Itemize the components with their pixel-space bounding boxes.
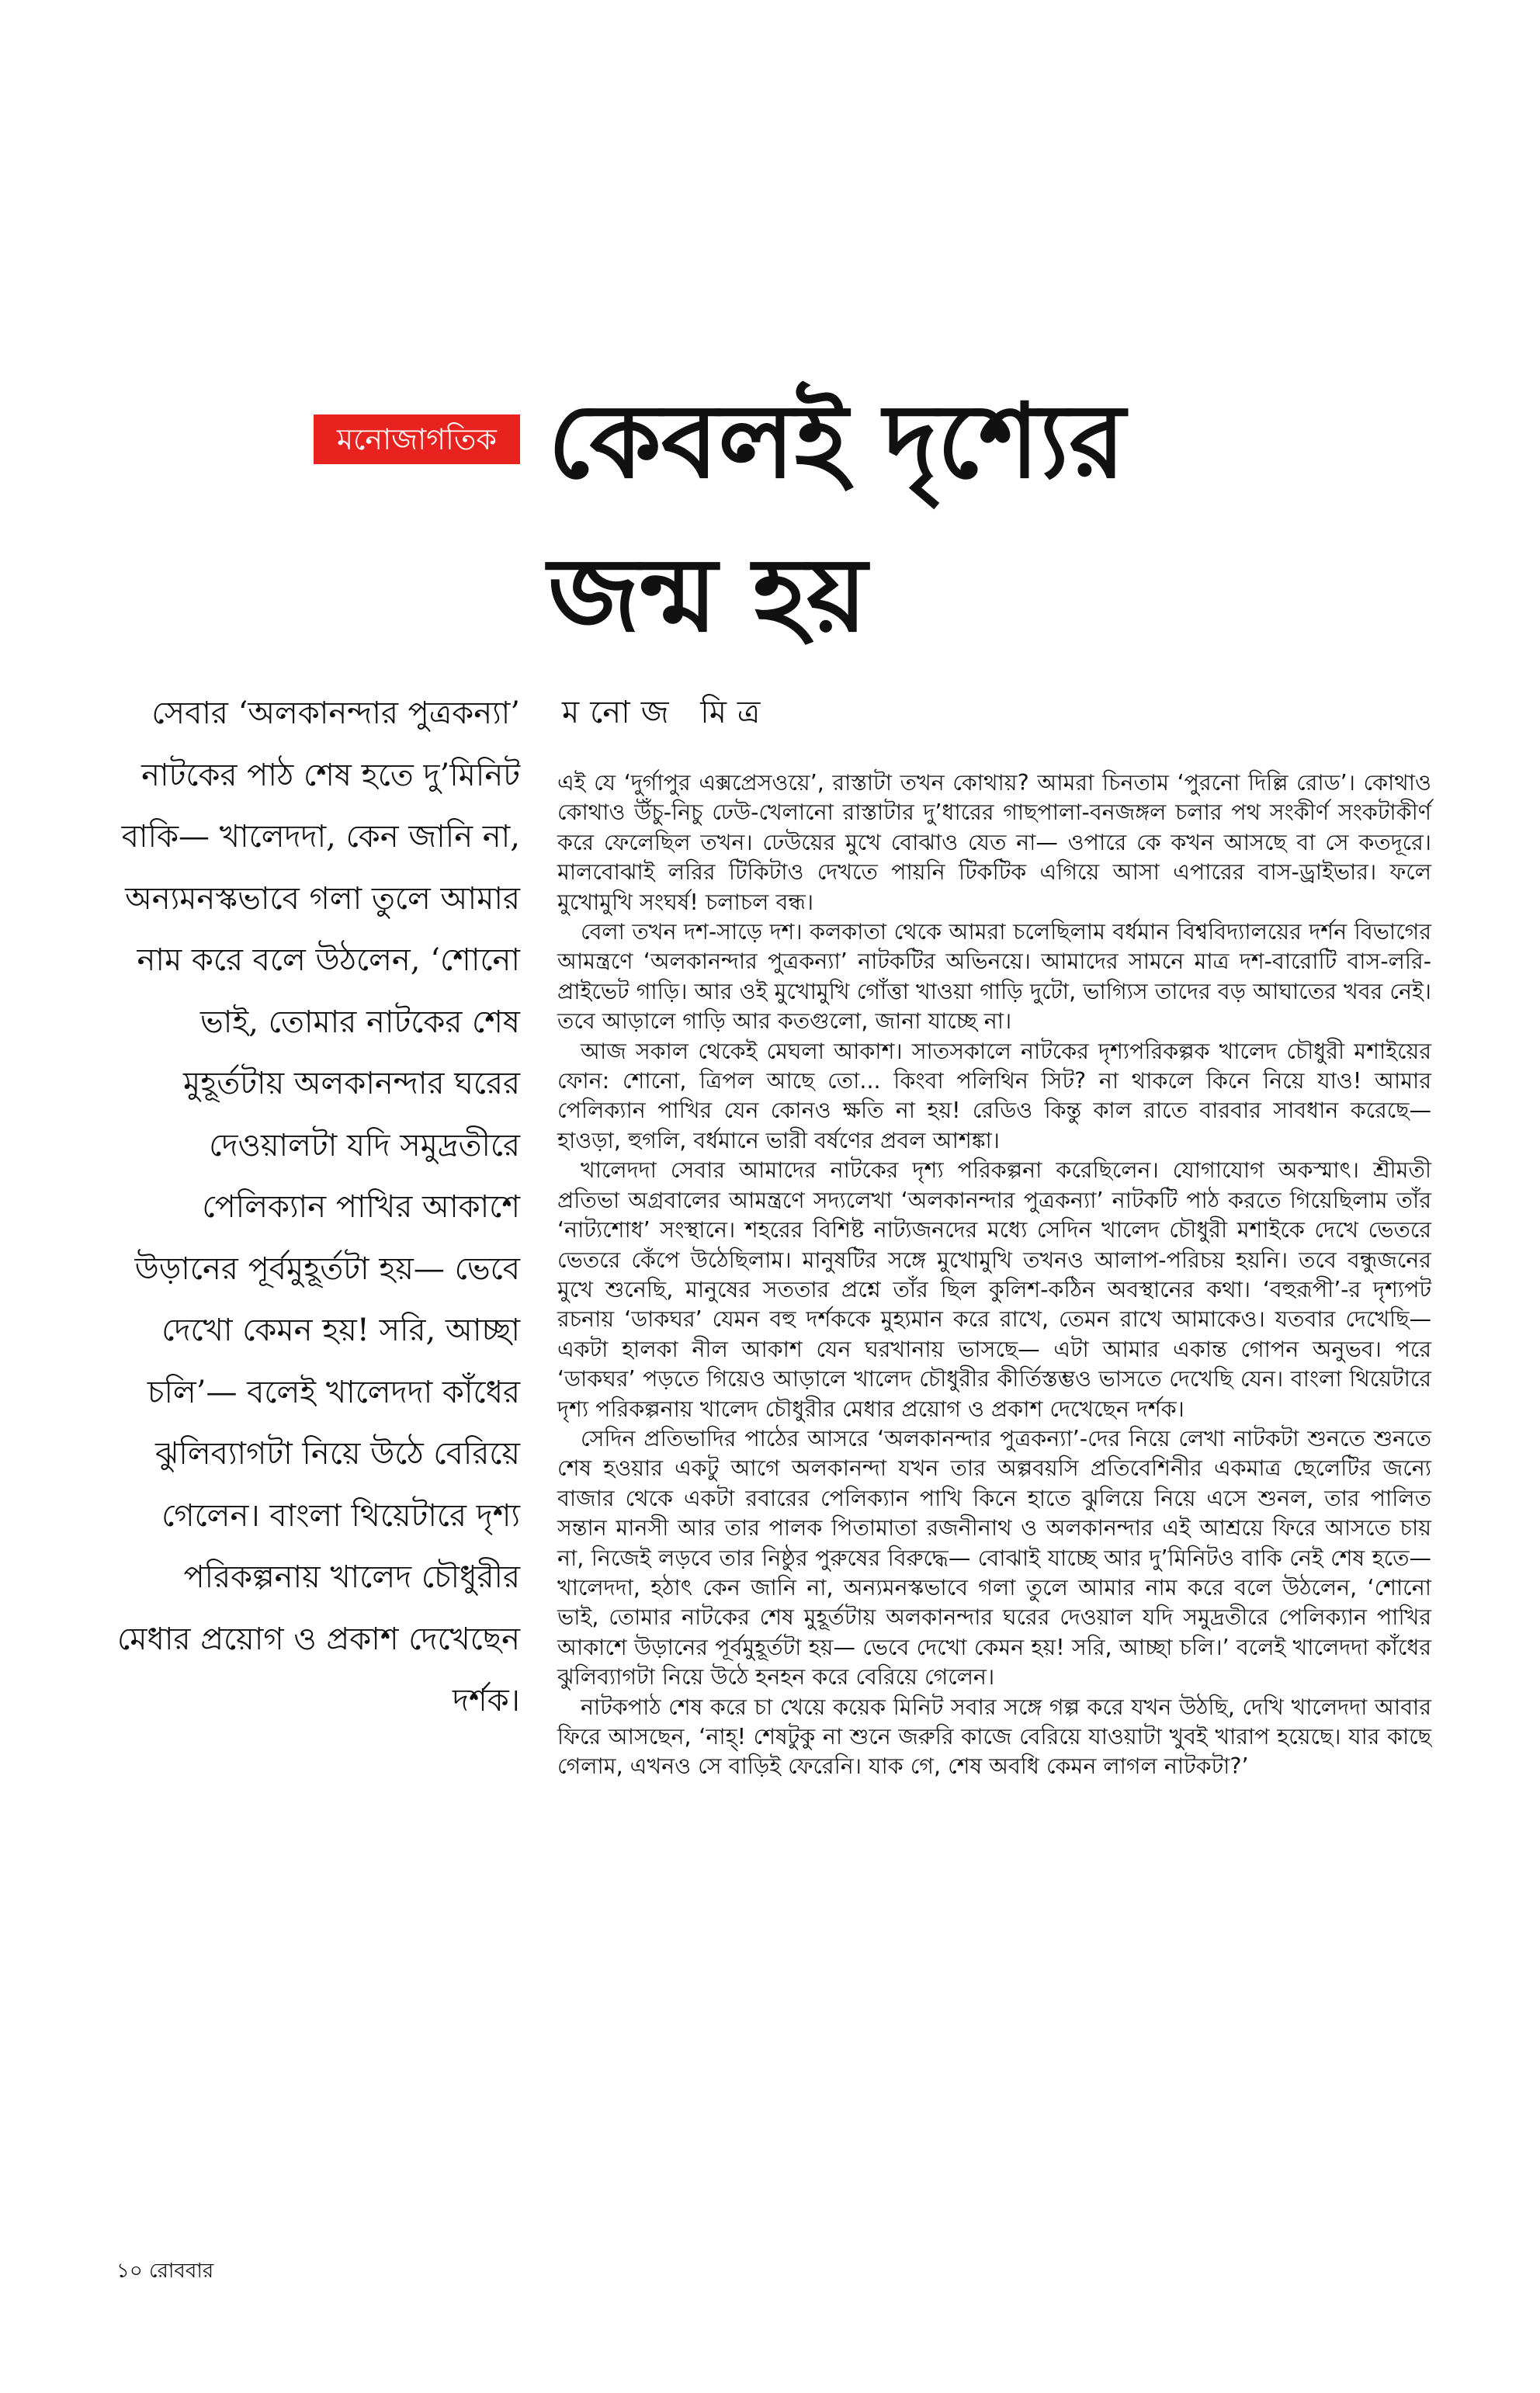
byline: মনোজ মিত্র [562,695,772,730]
article-body [557,768,1431,1782]
paragraph: এই যে ‘দুর্গাপুর এক্সপ্রেসওয়ে’, রাস্তাটা তখন কোথায়? আমরা চিনতাম ‘পুরনো দিল্লি রোড’। কোথাও কোথাও উঁচু-নিচু ঢেউ-খেলানো রাস্তাটার দু’ধারের গাছপালা-বনজঙ্গল চলার পথ সংকীর্ণ সংকটাকীর্ণ করে ফেলেছিল তখন। ঢেউয়ের মুখে বোঝাও যেত না— ওপারে কে কখন আসছে বা সে কতদূরে। মালবোঝাই লরির টিকিটাও দেখতে পায়নি টিকটিক এগিয়ে আসা এপারের বাস-ড্রাইভার। ফলে মুখোমুখি সংঘর্ষ! চলাচল বন্ধ। [557,770,1431,915]
paragraph: খালেদদা সেবার আমাদের নাটকের দৃশ্য পরিকল্পনা করেছিলেন। যোগাযোগ অকস্মাৎ। শ্রীমতী প্রতিভা অগ্রবালের আমন্ত্রণে সদ্যলেখা ‘অলকানন্দার পুত্রকন্যা’ নাটকটি পাঠ করতে গিয়েছিলাম তাঁর ‘নাট্যশোধ’ সংস্থানে। শহরের বিশিষ্ট নাট্যজনদের মধ্যে সেদিন খালেদ চৌধুরী মশাইকে দেখে ভেতরে ভেতরে কেঁপে উঠেছিলাম। মানুষটির সঙ্গে মুখোমুখি তখনও আলাপ-পরিচয় হয়নি। তবে বন্ধুজনের মুখে শুনেছি, মানুষের সততার প্রশ্নে তাঁর ছিল কুলিশ-কঠিন অবস্থানের কথা। ‘বহুরূপী’-র দৃশ্যপট রচনায় ‘ডাকঘর’ যেমন বহু দর্শককে মুহ্যমান করে রাখে, তেমন রাখে আমাকেও। যতবার দেখেছি— একটা হালকা নীল আকাশ যেন ঘরখানায় ভাসছে— এটা আমার একান্ত গোপন অনুভব। পরে ‘ডাকঘর’ পড়তে গিয়েও আড়ালে খালেদ চৌধুরীর কীর্তিস্তম্ভও ভাসতে দেখেছি যেন। বাংলা থিয়েটারে দৃশ্য পরিকল্পনায় খালেদ চৌধুরীর মেধার প্রয়োগ ও প্রকাশ দেখেছেন দর্শক। [557,1157,1431,1422]
headline: কেবলই দৃশ্যের জন্ম হয় [548,381,1126,655]
paragraph: সেদিন প্রতিভাদির পাঠের আসরে ‘অলকানন্দার পুত্রকন্যা’-দের নিয়ে লেখা নাটকটা শুনতে শুনতে শেষ হওয়ার একটু আগে অলকানন্দা যখন তার অল্পবয়সি প্রতিবেশিনীর একমাত্র ছেলেটির জন্যে বাজার থেকে একটা রবারের পেলিক্যান পাখি কিনে হাতে ঝুলিয়ে নিয়ে এসে শুনল, তার পালিত সন্তান মানসী আর তার পালক পিতামাতা রজনীনাথ ও অলকানন্দার এই আশ্রয়ে ফিরে আসতে চায় না, নিজেই লড়বে তার নিষ্ঠুর পুরুষের বিরুদ্ধে— বোঝাই যাচ্ছে আর দু’মিনিটও বাকি নেই শেষ হতে— খালেদদা, হঠাৎ কেন জানি না, অন্যমনস্কভাবে গলা তুলে আমার নাম করে বলে উঠলেন, ‘শোনো ভাই, তোমার নাটকের শেষ মুহূর্তটায় অলকানন্দার ঘরের দেওয়াল যদি সমুদ্রতীরে পেলিক্যান পাখির আকাশে উড়ানের পূর্বমুহূর্তটা হয়— ভেবে দেখো কেমন হয়! সরি, আচ্ছা চলি।’ বলেই খালেদদা কাঁধের ঝুলিব্যাগটা নিয়ে উঠে হনহন করে বেরিয়ে গেলেন। [557,1425,1431,1691]
pull-quote: সেবার ‘অলকানন্দার পুত্রকন্যা’ নাটকের পাঠ শেষ হতে দু’মিনিট বাকি— খালেদদা, কেন জানি না, অন্যমনস্কভাবে গলা তুলে আমার নাম করে বলে উঠলেন, ‘শোনো ভাই, তোমার নাটকের শেষ মুহূর্তটায় অলকানন্দার ঘরের দেওয়ালটা যদি সমুদ্রতীরে পেলিক্যান পাখির আকাশে উড়ানের পূর্বমুহূর্তটা হয়— ভেবে দেখো কেমন হয়! সরি, আচ্ছা চলি’— বলেই খালেদদা কাঁধের ঝুলিব্যাগটা নিয়ে উঠে বেরিয়ে গেলেন। বাংলা থিয়েটারে দৃশ্য পরিকল্পনায় খালেদ চৌধুরীর মেধার প্রয়োগ ও প্রকাশ দেখেছেন দর্শক। [117,695,520,1718]
paragraph: বেলা তখন দশ-সাড়ে দশ। কলকাতা থেকে আমরা চলেছিলাম বর্ধমান বিশ্ববিদ্যালয়ের দর্শন বিভাগের আমন্ত্রণে ‘অলকানন্দার পুত্রকন্যা’ নাটকটির অভিনয়ে। আমাদের সামনে মাত্র দশ-বারোটি বাস-লরি-প্রাইভেট গাড়ি। আর ওই মুখোমুখি গোঁত্তা খাওয়া গাড়ি দুটো, ভাগ্যিস তাদের বড় আঘাতের খবর নেই। তবে আড়ালে গাড়ি আর কতগুলো, জানা যাচ্ছে না। [557,919,1431,1035]
page-number: ১০ [116,2259,143,2283]
publication-name: রোববার [149,2259,214,2283]
page-footer [116,2255,213,2289]
paragraph: নাটকপাঠ শেষ করে চা খেয়ে কয়েক মিনিট সবার সঙ্গে গল্প করে যখন উঠছি, দেখি খালেদদা আবার ফিরে আসছেন, ‘নাহ্! শেষটুকু না শুনে জরুরি কাজে বেরিয়ে যাওয়াটা খুবই খারাপ হয়েছে। যার কাছে গেলাম, এখনও সে বাড়িই ফেরেনি। যাক গে, শেষ অবধি কেমন লাগল নাটকটা?’ [557,1694,1431,1780]
section-tag: মনোজাগতিক [314,414,520,464]
paragraph: আজ সকাল থেকেই মেঘলা আকাশ। সাতসকালে নাটকের দৃশ্যপরিকল্পক খালেদ চৌধুরী মশাইয়ের ফোন: শোনো, ত্রিপল আছে তো... কিংবা পলিথিন সিট? না থাকলে কিনে নিয়ে যাও! আমার পেলিক্যান পাখির যেন কোনও ক্ষতি না হয়! রেডিও কিন্তু কাল রাতে বারবার সাবধান করেছে— হাওড়া, হুগলি, বর্ধমানে ভারী বর্ষণের প্রবল আশঙ্কা। [557,1038,1431,1153]
